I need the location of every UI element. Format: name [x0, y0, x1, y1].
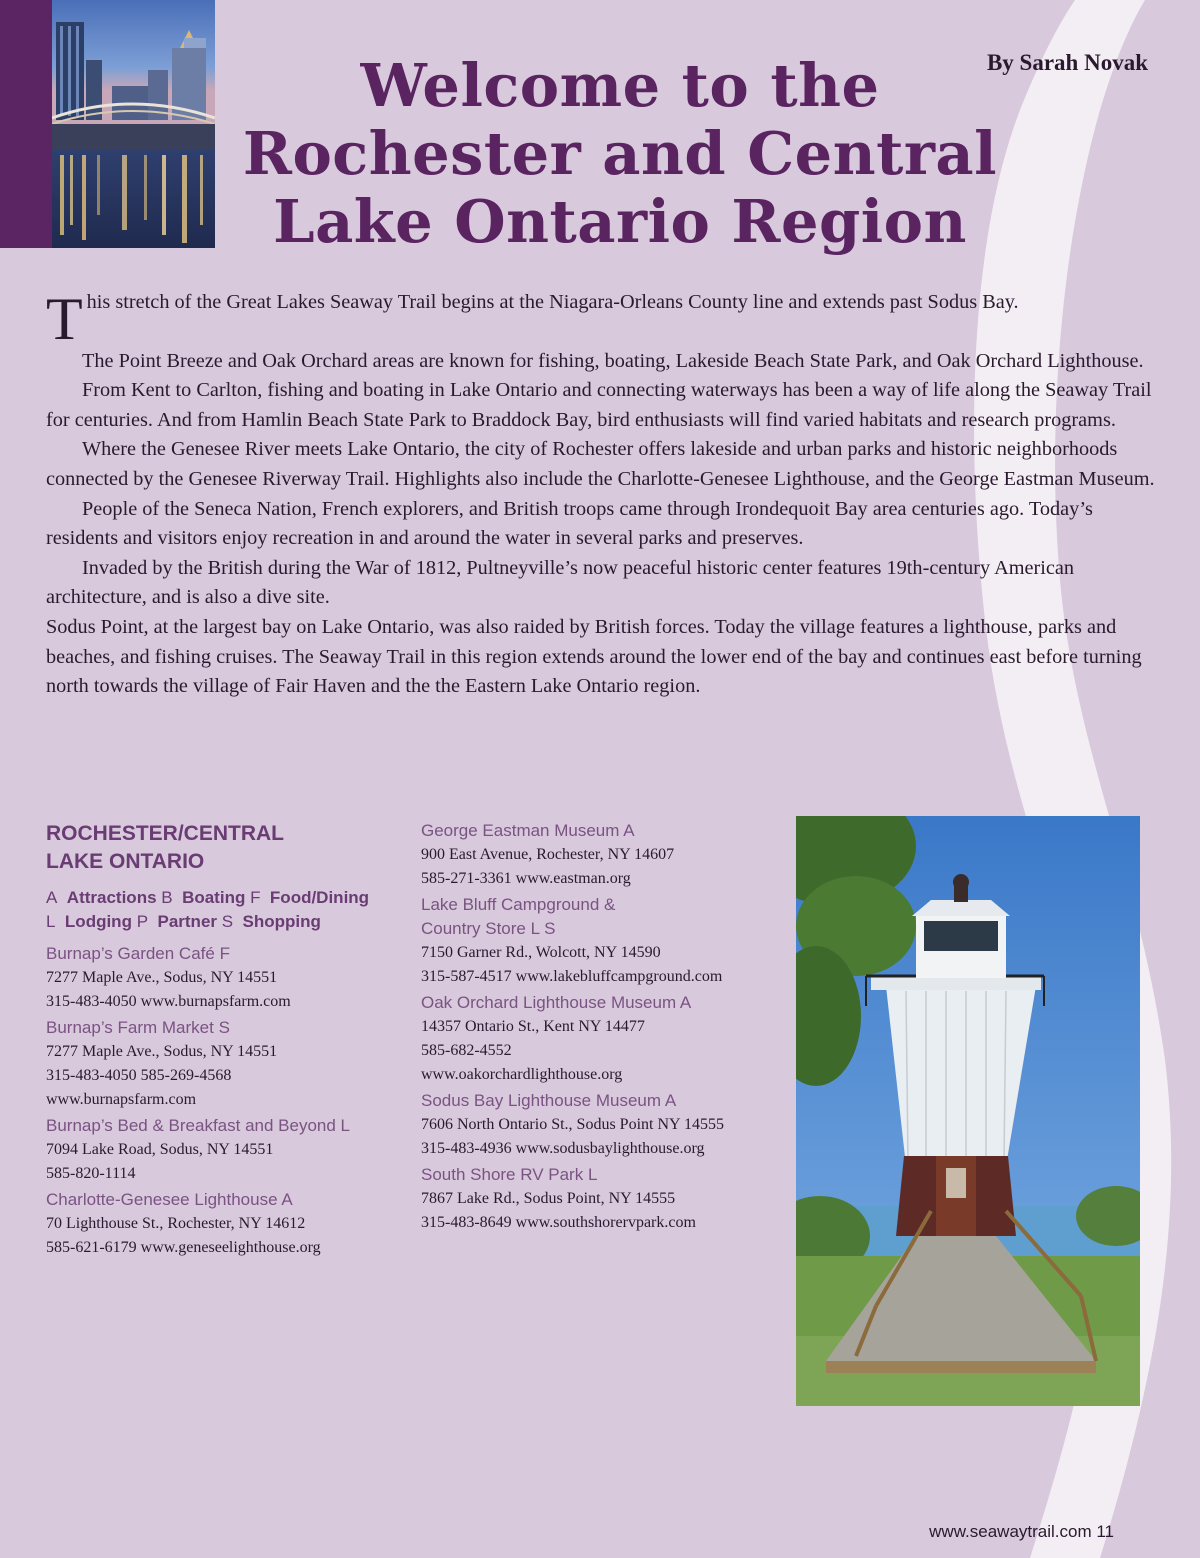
title-line-1: Welcome to the — [360, 51, 880, 120]
author-byline: By Sarah Novak — [986, 50, 1148, 75]
entry-contact: 585-682-4552 — [421, 1042, 512, 1059]
legend-code: S — [221, 912, 234, 931]
title-line-2: Rochester and Central — [242, 119, 998, 188]
entry-address: 7277 Maple Ave., Sodus, NY 14551 — [46, 969, 278, 986]
intro-paragraph-4: Where the Genesee River meets Lake Ontario, the city of Rochester offers lakeside and urban parks and historic neighborhoods connected by the Genesee Riverway Trail. Highlights also include the Charlotte-Genesee Lighthouse, and the George Eastman Museum. — [46, 438, 1155, 490]
entry-contact: 315-483-4050 585-269-4568 — [46, 1067, 232, 1084]
legend-code: L — [46, 912, 56, 931]
entry-name: Burnap’s Bed & Breakfast and Beyond L — [46, 1116, 350, 1135]
entry-address: 7867 Lake Rd., Sodus Point, NY 14555 — [421, 1190, 676, 1207]
page-title — [225, 52, 1015, 256]
entry-contact: 315-483-4936 www.sodusbaylighthouse.org — [421, 1140, 705, 1157]
legend-code: F — [250, 888, 261, 907]
directory-entry — [421, 819, 771, 891]
directory-entry — [46, 1016, 386, 1112]
purple-accent-bar — [0, 0, 52, 248]
intro-first-text: his stretch of the Great Lakes Seaway Trail begins at the Niagara-Orleans County line and extends past Sodus Bay. — [86, 291, 1019, 313]
intro-paragraph-2: The Point Breeze and Oak Orchard areas are known for fishing, boating, Lakeside Beach State Park, and Oak Orchard Lighthouse. — [82, 349, 1144, 372]
directory-heading-line-2: LAKE ONTARIO — [46, 850, 205, 873]
entry-name: Oak Orchard Lighthouse Museum A — [421, 993, 692, 1012]
entry-contact: 315-483-4050 www.burnapsfarm.com — [46, 993, 291, 1010]
directory-heading — [46, 820, 386, 876]
intro-paragraph-3: From Kent to Carlton, fishing and boating in Lake Ontario and connecting waterways has been a way of life along the Seaway Trail for centuries. And from Hamlin Beach State Park to Braddock Bay, bird enthusiasts will find varied habitats and research programs. — [46, 379, 1152, 431]
entry-address: 7606 North Ontario St., Sodus Point NY 14555 — [421, 1116, 724, 1133]
legend-label: Boating — [182, 888, 246, 907]
directory-entry — [46, 942, 386, 1014]
entry-address: 7277 Maple Ave., Sodus, NY 14551 — [46, 1043, 278, 1060]
entry-contact: 585-820-1114 — [46, 1165, 136, 1182]
directory-entry — [46, 1114, 386, 1186]
entry-website: www.burnapsfarm.com — [46, 1091, 197, 1108]
entry-address: 70 Lighthouse St., Rochester, NY 14612 — [46, 1215, 306, 1232]
entry-name: George Eastman Museum A — [421, 821, 635, 840]
legend-label: Food/Dining — [269, 888, 370, 907]
legend-code: B — [161, 888, 173, 907]
directory-column-1 — [46, 820, 386, 1260]
entry-name: Lake Bluff Campground & Country Store L S — [421, 895, 616, 938]
entry-name: Charlotte-Genesee Lighthouse A — [46, 1190, 293, 1209]
legend-label: Lodging — [64, 912, 132, 931]
entry-address: 7094 Lake Road, Sodus, NY 14551 — [46, 1141, 274, 1158]
directory-entry — [421, 991, 771, 1087]
directory-heading-line-1: ROCHESTER/CENTRAL — [46, 822, 285, 845]
lighthouse-photo — [796, 816, 1140, 1406]
intro-paragraph-7: Sodus Point, at the largest bay on Lake Ontario, was also raided by British forces. Today the village features a lighthouse, parks and beaches, and fishing cruises. The Seaway Trail in this region extends around the lower end of the bay and continues east before turning north towards the village of Fair Haven and the the Eastern Lake Ontario region. — [46, 615, 1142, 698]
directory-entry — [421, 893, 771, 989]
directory-column-2 — [421, 819, 771, 1235]
legend-label: Shopping — [242, 912, 321, 931]
title-line-3: Lake Ontario Region — [273, 187, 967, 256]
entry-address: 14357 Ontario St., Kent NY 14477 — [421, 1018, 645, 1035]
entry-name: South Shore RV Park L — [421, 1165, 598, 1184]
rochester-skyline-photo — [52, 0, 215, 248]
entry-address: 7150 Garner Rd., Wolcott, NY 14590 — [421, 944, 661, 961]
entry-contact: 315-587-4517 www.lakebluffcampground.com — [421, 968, 723, 985]
footer-page-number: www.seawaytrail.com 11 — [929, 1522, 1114, 1541]
legend-code: P — [136, 912, 149, 931]
entry-contact: 585-271-3361 www.eastman.org — [421, 870, 631, 887]
legend-label: Partner — [157, 912, 218, 931]
directory-entry — [421, 1089, 771, 1161]
directory-entry — [46, 1188, 386, 1260]
category-legend — [46, 886, 386, 934]
intro-paragraph-5: People of the Seneca Nation, French explorers, and British troops came through Irondequoit Bay area centuries ago. Today’s residents and visitors enjoy recreation in and around the water in several parks and preserves. — [46, 497, 1093, 550]
entry-name: Burnap’s Garden Café F — [46, 944, 230, 963]
intro-paragraph-6: Invaded by the British during the War of 1812, Pultneyville’s now peaceful historic center features 19th-century American architecture, and is also a dive site. — [46, 556, 1075, 609]
entry-contact: 585-621-6179 www.geneseelighthouse.org — [46, 1239, 321, 1256]
entry-contact: 315-483-8649 www.southshorervpark.com — [421, 1214, 696, 1231]
entry-name: Burnap’s Farm Market S — [46, 1018, 230, 1037]
legend-code: A — [46, 888, 58, 907]
legend-label: Attractions — [66, 888, 157, 907]
directory-entry — [421, 1163, 771, 1235]
intro-paragraph-1 — [46, 286, 1156, 352]
entry-address: 900 East Avenue, Rochester, NY 14607 — [421, 846, 675, 863]
intro-article — [46, 288, 1156, 702]
entry-website: www.oakorchardlighthouse.org — [421, 1066, 623, 1083]
entry-name: Sodus Bay Lighthouse Museum A — [421, 1091, 677, 1110]
drop-cap: T — [46, 286, 83, 352]
